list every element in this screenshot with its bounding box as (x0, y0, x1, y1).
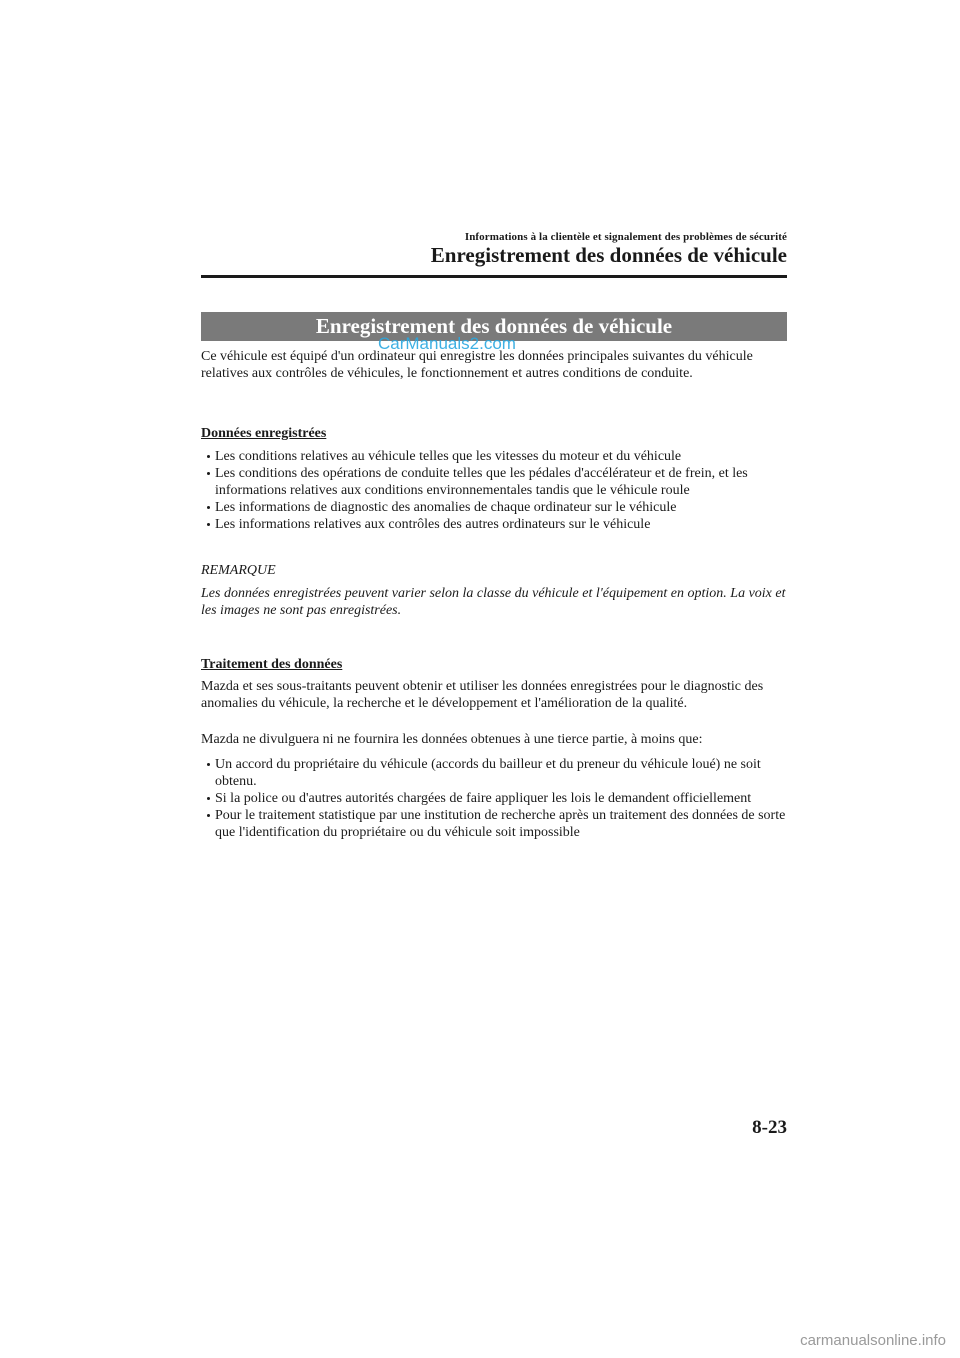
watermark: CarManuals2.com (378, 334, 516, 353)
processing-paragraph-2: Mazda ne divulguera ni ne fournira les données obtenues à une tierce partie, à moins que: (201, 732, 703, 747)
list-item: Pour le traitement statistique par une institution de recherche après un traitement des données de sorte que l'identification du propriétaire ou du véhicule soit impossible (207, 807, 787, 841)
bullet-icon (207, 455, 210, 458)
list-item: Si la police ou d'autres autorités chargées de faire appliquer les lois le demandent officiellement (207, 790, 787, 807)
list-item: Les informations de diagnostic des anomalies de chaque ordinateur sur le véhicule (207, 499, 787, 516)
footer-watermark: carmanualsonline.info (800, 1332, 946, 1349)
list-item: Un accord du propriétaire du véhicule (accords du bailleur et du preneur du véhicule loué) ne soit obtenu. (207, 756, 787, 790)
recorded-heading: Données enregistrées (201, 426, 327, 441)
list-item: Les informations relatives aux contrôles des autres ordinateurs sur le véhicule (207, 516, 787, 533)
note-text: Les données enregistrées peuvent varier selon la classe du véhicule et l'équipement en option. La voix et les images ne sont pas enregistrées. (201, 586, 786, 618)
bullet-icon (207, 814, 210, 817)
processing-paragraph-1: Mazda et ses sous-traitants peuvent obtenir et utiliser les données enregistrées pour le diagnostic des anomalies du véhicule, la recherche et le développement et l'amélioration de la qualité. (201, 679, 764, 711)
recorded-list (207, 448, 787, 533)
bullet-icon (207, 472, 210, 475)
processing-list (207, 756, 787, 841)
intro-paragraph: Ce véhicule est équipé d'un ordinateur qui enregistre les données principales suivantes du véhicule relatives aux contrôles de véhicules, le fonctionnement et autres conditions de conduite. (201, 349, 753, 381)
header-title: Enregistrement des données de véhicule (430, 243, 787, 267)
bullet-icon (207, 763, 210, 766)
note-heading: REMARQUE (201, 563, 276, 578)
page-number: 8-23 (752, 1117, 787, 1138)
section-title: Enregistrement des données de véhicule (201, 312, 787, 341)
processing-heading: Traitement des données (201, 657, 343, 672)
header-divider (201, 275, 787, 278)
list-item: Les conditions des opérations de conduite telles que les pédales d'accélérateur et de frein, et les informations relatives aux conditions environnementales tandis que le véhicule roule (207, 465, 787, 499)
bullet-icon (207, 523, 210, 526)
bullet-icon (207, 506, 210, 509)
bullet-icon (207, 797, 210, 800)
header-kicker: Informations à la clientèle et signalement des problèmes de sécurité (464, 231, 787, 243)
list-item: Les conditions relatives au véhicule telles que les vitesses du moteur et du véhicule (207, 448, 787, 465)
